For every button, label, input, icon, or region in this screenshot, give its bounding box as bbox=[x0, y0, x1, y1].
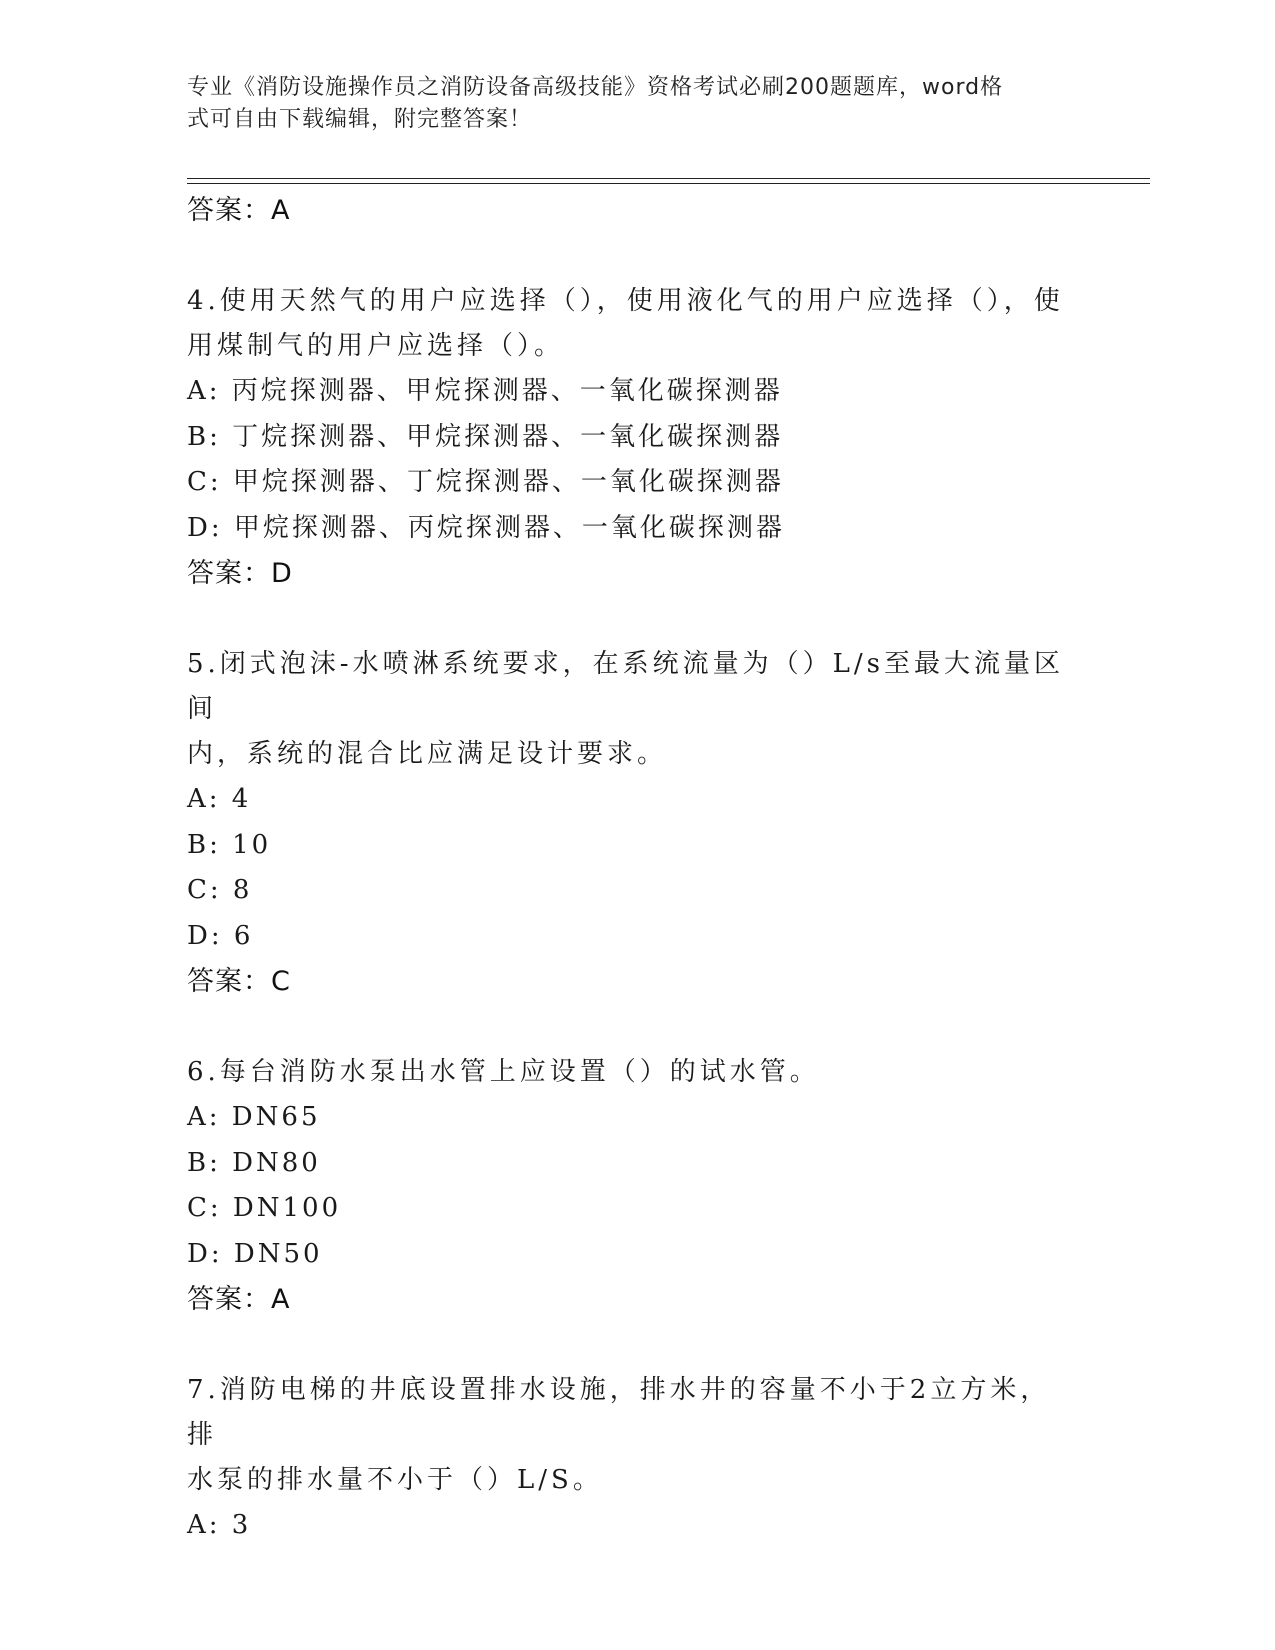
question-block-7 bbox=[187, 1368, 1067, 1549]
option-a: A: 丙烷探测器、甲烷探测器、一氧化碳探测器 bbox=[187, 376, 783, 406]
header-line-1: 专业《消防设施操作员之消防设备高级技能》资格考试必刷200题题库，word格 bbox=[187, 75, 1004, 100]
option-d: D: 6 bbox=[187, 920, 254, 951]
question-stem-line: 7.消防电梯的井底设置排水设施，排水井的容量不小于2立方米，排 bbox=[187, 1375, 1051, 1450]
document-body bbox=[187, 188, 1067, 1549]
previous-answer: 答案：A bbox=[187, 195, 291, 226]
option-b: B: DN80 bbox=[187, 1147, 321, 1178]
document-header bbox=[187, 72, 1067, 136]
question-stem-line: 内，系统的混合比应满足设计要求。 bbox=[187, 739, 668, 769]
question-block-6 bbox=[187, 1050, 1067, 1323]
option-c: C: 8 bbox=[187, 875, 253, 905]
header-divider-top bbox=[187, 178, 1150, 179]
question-block-5 bbox=[187, 642, 1067, 1005]
header-line-2: 式可自由下载编辑，附完整答案！ bbox=[187, 107, 533, 132]
question-stem-line: 水泵的排水量不小于（）L/S。 bbox=[187, 1465, 603, 1495]
answer-line: 答案：D bbox=[187, 558, 293, 589]
header-divider-bottom bbox=[187, 183, 1150, 184]
option-a: A: 3 bbox=[187, 1510, 252, 1540]
option-b: B: 10 bbox=[187, 829, 272, 860]
question-stem-line: 5.闭式泡沫-水喷淋系统要求，在系统流量为（）L/s至最大流量区间 bbox=[187, 649, 1064, 724]
option-a: A: 4 bbox=[187, 784, 252, 814]
question-stem-line: 4.使用天然气的用户应选择（），使用液化气的用户应选择（），使 bbox=[187, 286, 1064, 316]
question-block-4 bbox=[187, 279, 1067, 597]
option-b: B: 丁烷探测器、甲烷探测器、一氧化碳探测器 bbox=[187, 421, 784, 452]
option-c: C: 甲烷探测器、丁烷探测器、一氧化碳探测器 bbox=[187, 467, 784, 497]
option-a: A: DN65 bbox=[187, 1102, 321, 1132]
option-d: D: DN50 bbox=[187, 1238, 323, 1269]
answer-line: 答案：C bbox=[187, 966, 291, 997]
answer-line: 答案：A bbox=[187, 1284, 291, 1315]
option-d: D: 甲烷探测器、丙烷探测器、一氧化碳探测器 bbox=[187, 512, 785, 543]
option-c: C: DN100 bbox=[187, 1193, 342, 1223]
question-stem-line: 6.每台消防水泵出水管上应设置（）的试水管。 bbox=[187, 1057, 820, 1087]
question-stem-line: 用煤制气的用户应选择（）。 bbox=[187, 331, 565, 361]
